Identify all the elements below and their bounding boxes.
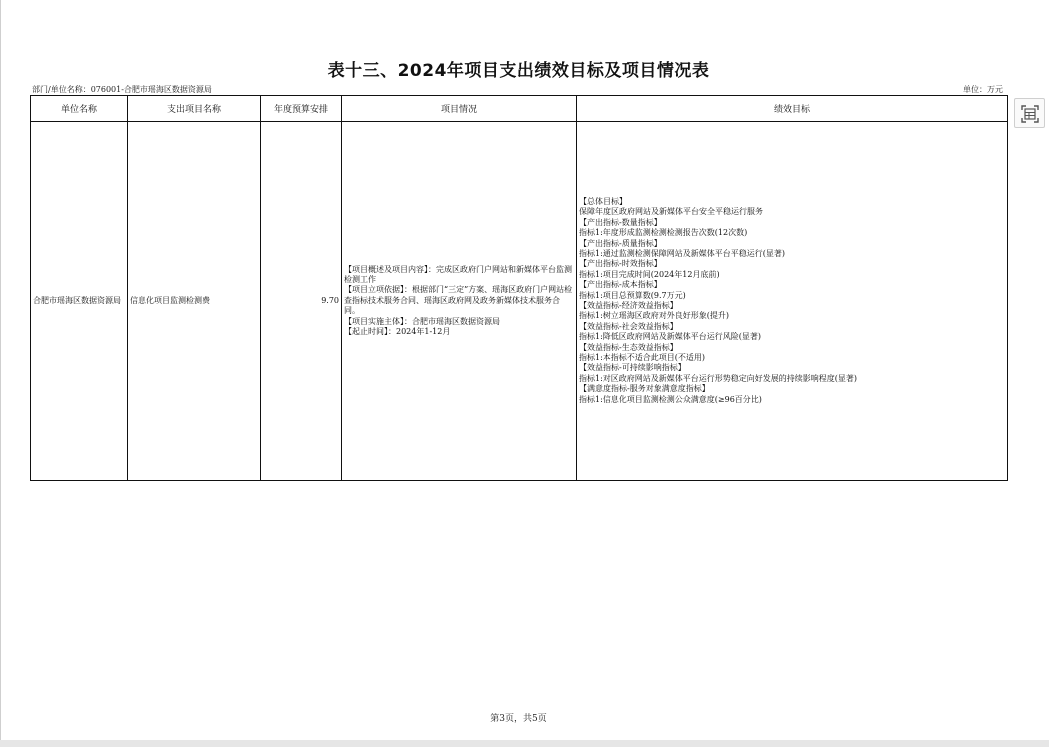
target-line: 指标1:树立瑶海区政府对外良好形象(提升) xyxy=(579,311,730,321)
target-line: 指标1:对区政府网站及新媒体平台运行形势稳定向好发展的持续影响程度(显著) xyxy=(579,373,858,383)
target-line: 【产出指标-数量指标】 xyxy=(579,217,662,227)
situation-line: 【项目立项依据】：根据部门“三定”方案、瑶海区政府门户网站检查指标技术服务合同、瑶海区政府网及政务新媒体技术服务合同。 xyxy=(344,285,573,316)
target-line: 指标1:降低区政府网站及新媒体平台运行风险(显著) xyxy=(579,332,762,342)
cell-targets xyxy=(577,122,1008,481)
unit-label: 单位：万元 xyxy=(963,85,1003,94)
target-line: 【产出指标-质量指标】 xyxy=(579,238,662,248)
target-line: 【效益指标-可持续影响指标】 xyxy=(579,363,686,373)
department-label: 部门/单位名称：076001-合肥市瑶海区数据资源局 xyxy=(32,85,212,94)
target-line: 指标1:年度形成监测检测检测报告次数(12次数) xyxy=(579,228,748,238)
target-line: 指标1:通过监测检测保障网站及新媒体平台平稳运行(显著) xyxy=(579,248,786,258)
scan-icon xyxy=(1021,105,1039,123)
situation-line: 【项目实施主体】：合肥市瑶海区数据资源局 xyxy=(344,316,500,326)
cell-project-name: 信息化项目监测检测费 xyxy=(128,122,261,481)
target-line: 指标1:本指标不适合此项目(不适用) xyxy=(579,353,706,363)
situation-line: 【项目概述及项目内容】：完成区政府门户网站和新媒体平台监测检测工作 xyxy=(344,264,572,284)
target-line: 【效益指标-经济效益指标】 xyxy=(579,301,678,310)
cell-unit-name: 合肥市瑶海区数据资源局 xyxy=(31,122,128,481)
target-line: 【满意度指标-服务对象满意度指标】 xyxy=(579,384,710,394)
target-line: 指标1:项目完成时间(2024年12月底前) xyxy=(579,269,720,279)
bottom-scroll-area xyxy=(0,740,1049,747)
target-line: 【产出指标-时效指标】 xyxy=(579,259,662,269)
table-row xyxy=(31,122,1008,481)
header-unit-name: 单位名称 xyxy=(31,96,128,122)
target-line: 【产出指标-成本指标】 xyxy=(579,280,662,290)
page-title: 表十三、2024年项目支出绩效目标及项目情况表 xyxy=(327,61,710,81)
target-line: 【效益指标-生态效益指标】 xyxy=(579,342,678,352)
cell-situation xyxy=(342,122,577,481)
target-line: 指标1:信息化项目监测检测公众满意度(≥96百分比) xyxy=(579,394,762,404)
header-targets: 绩效目标 xyxy=(577,96,1008,122)
target-line: 【效益指标-社会效益指标】 xyxy=(579,321,678,331)
situation-line: 【起止时间】：2024年1-12月 xyxy=(344,327,451,337)
target-line: 【总体目标】 xyxy=(579,196,627,206)
header-situation: 项目情况 xyxy=(342,96,577,122)
table-header-row xyxy=(31,96,1008,122)
performance-table xyxy=(30,95,1008,481)
target-line: 指标1:项目总预算数(9.7万元) xyxy=(579,290,686,300)
target-line: 保障年度区政府网站及新媒体平台安全平稳运行服务 xyxy=(579,207,763,217)
scan-button[interactable] xyxy=(1014,98,1045,128)
page-number: 第3页，共5页 xyxy=(490,714,547,724)
cell-budget: 9.70 xyxy=(261,122,342,481)
header-project-name: 支出项目名称 xyxy=(128,96,261,122)
header-budget: 年度预算安排 xyxy=(261,96,342,122)
